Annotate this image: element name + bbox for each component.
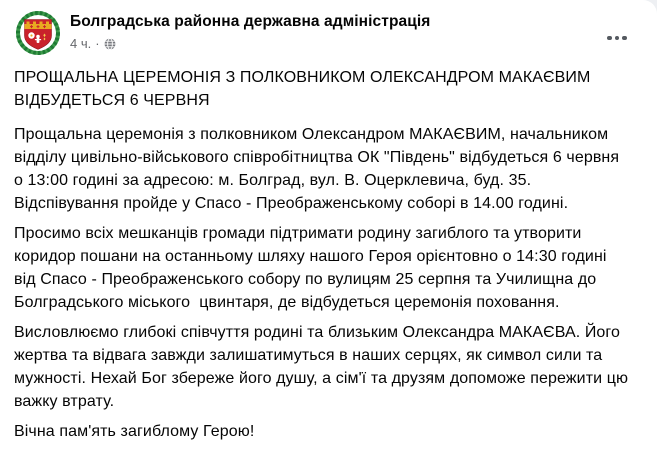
post-paragraph-1: Прощальна церемонія з полковником Олександром МАКАЄВИМ, начальником відділу цивільно-військового співробітництва ОК "Південь" відбудеться 6 червня о 13:00 годині за адресою: м. Болград, вул. В. Оцерклевича, буд. 35. Відспівування пройде у Спасо - Преображенському соборі в 14.00 годині.: [14, 126, 624, 212]
page-name-link[interactable]: Болградська районна державна адміністрація: [70, 13, 431, 30]
coat-of-arms-icon: [14, 8, 62, 56]
meta-separator: ·: [95, 36, 100, 51]
page-avatar[interactable]: [14, 8, 62, 56]
post-header-text: [70, 8, 430, 52]
post-body: [0, 56, 657, 443]
post-header: [0, 0, 657, 56]
post-paragraph-3: Висловлюємо глибокі співчуття родині та близьким Олександра МАКАЄВА. Його жертва та відвага завжди залишатимуться в наших серцях, як символ сили та мужності. Нехай Бог збереже його душу, а сім'ї та друзям допоможе пережити цю важку втрату.: [14, 324, 633, 410]
post-meta: [70, 35, 430, 52]
ellipsis-icon: [607, 36, 627, 41]
post-paragraph-2: Просимо всіх мешканців громади підтримати родину загиблого та утворити коридор пошани на останньому шляху нашого Героя орієнтовно о 14:30 годині від Спасо - Преображенського собору по вулицям 25 серпня та Училищна до Болградського міського цвинтаря, де відбудеться церемонія поховання.: [14, 225, 612, 311]
post-paragraph-4: Вічна пам'ять загиблому Герою!: [14, 423, 255, 440]
more-options-button[interactable]: [601, 24, 633, 52]
post-timestamp[interactable]: 4 ч.: [70, 36, 92, 51]
post-title: ПРОЩАЛЬНА ЦЕРЕМОНІЯ З ПОЛКОВНИКОМ ОЛЕКСАНДРОМ МАКАЄВИМ ВІДБУДЕТЬСЯ 6 ЧЕРВНЯ: [14, 69, 595, 109]
globe-icon: [104, 38, 116, 50]
